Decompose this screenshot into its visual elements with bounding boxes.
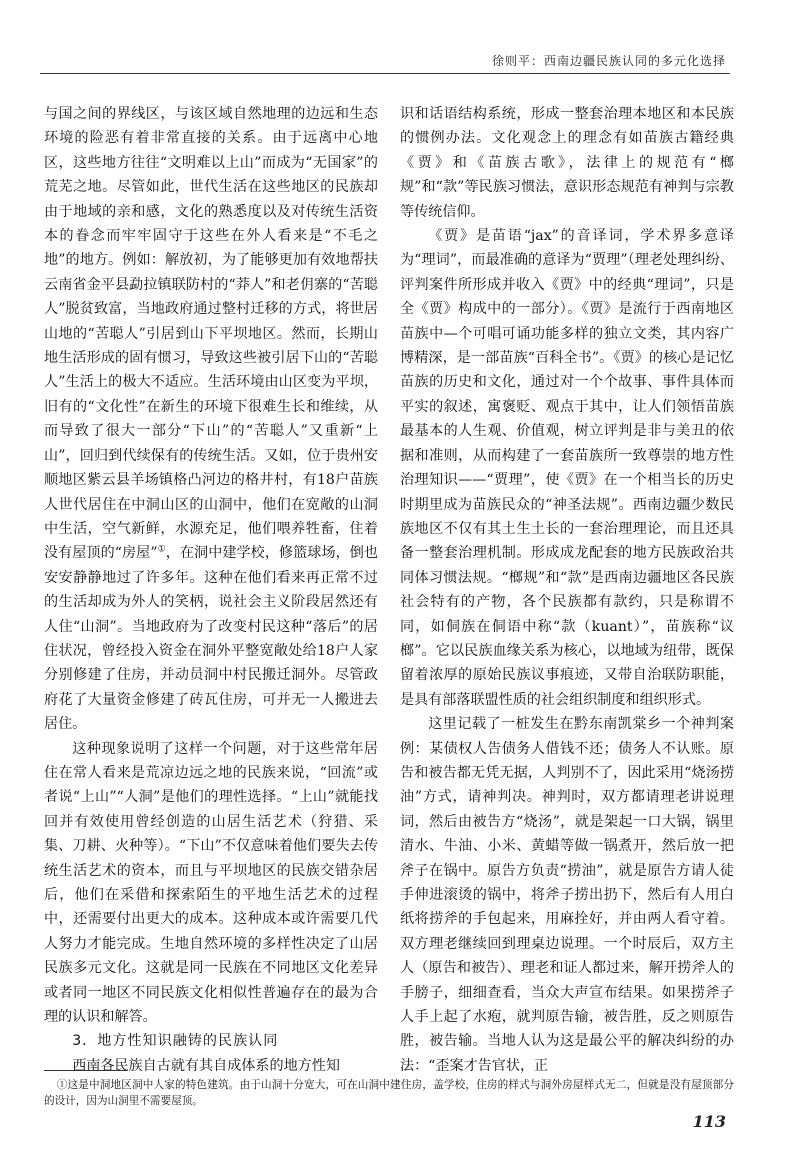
page-number: 113 [692,1112,726,1131]
running-head: 徐则平：西南边疆民族认同的多元化选择 [491,54,726,68]
paragraph-text: ，在洞中建学校，修篮球场，倒也安安静静地过了许多年。这种在他们看来再正常不过的生活却成为外人的笑柄，说社会主义阶段居然还有人住“山洞”。当地政府为了改变村民这种“落后”的居住状况，曾经投入资金在洞外平整宽敞处给18户人家分别修建了住房，并动员洞中村民搬迁洞外。尽管政府花了大量资金修建了砖瓦住房，可并无一人搬进去居住。 [44,545,378,733]
paragraph-text: 与国之间的界线区，与该区域自然地理的边远和生态环境的险恶有着非常直接的关系。由于远离中心地区，这些地方往往“文明难以上山”而成为“无国家”的荒芜之地。尽管如此，世代生活在这些地区的民族却由于地域的亲和感，文化的熟悉度以及对传统生活资本的眷念而牢牢固守于这些在外人看来是“不毛之地”的地方。例如：解放初，为了能够更加有效地帮扶云南省金平县勐拉镇联防村的“莽人”和老仴寨的“苦聪人”脱贫致富，当地政府通过整村迁移的方式，将世居山地的“苦聪人”引居到山下平坝地区。然而，长期山地生活形成的固有惯习，导致这些被引居下山的“苦聪人”生活上的极大不适应。生活环境由山区变为平坝，旧有的“文化性”在新生的环境下很难生长和维续，从而导致了很大一部分“下山”的“苦聪人”又重新“上山”，回归到代续保有的传统生活。又如，位于贵州安顺地区紫云县羊场镇格凸河边的格井村，有18户苗族人世代居住在中洞山区的山洞中，他们在宽敞的山洞中生活，空气新鲜，水源充足，他们喂养牲畜，住着没有屋顶的“房屋” [44,106,378,562]
paragraph: 这里记载了一桩发生在黔东南凯棠乡一个神判案例：某债权人告债务人借钱不还；债务人不认账。原告和被告都无凭无据，人判别不了，因此采用“烧汤捞油”方式，请神判决。神判时，双方都请理老讲说理词，然后由被告方“烧汤”，就是架起一口大锅，锅里清水、牛油、小米、黄蜡等做一锅煮开，然后放一把斧子在锅中。原告方负责“捞油”，就是原告方请人徒手伸进滚烫的锅中，将斧子捞出扔下，然后有人用白纸将捞斧的手包起来，用麻拴好，并由两人看守着。双方理老继续回到理桌边说理。一个时辰后，双方主人（原告和被告）、理老和证人都过来，解开捞斧人的手膀子，细细查看，当众大声宣布结果。如果捞斧子人手上起了水疱，就判原告输，被告胜，反之则原告胜，被告输。当地人认为这是最公平的解决纠纷的办法：“歪案才告官状，正 [400,716,734,1074]
left-column [44,102,378,1078]
header-rule [40,73,730,74]
right-column [400,102,734,1078]
paragraph: 西南各民族自古就有其自成体系的地方性知 [72,1057,340,1074]
paragraph: 《贾》是苗语“jax”的音译词，学术界多意译为“理词”，而最准确的意译为“贾理”（理老处理纠纷、评判案件所形成并收入《贾》中的经典“理词”，只是全《贾》构成中的一部分）。《贾》是流行于西南地区苗族中—个可唱可诵功能多样的独立文类，其内容广博精深，是一部苗族“百科全书”。《贾》的核心是记忆苗族的历史和文化，通过对一个个故事、事件具体而平实的叙述，寓褒贬、观点于其中，让人们领悟苗族最基本的人生观、价值观，树立评判是非与美丑的依据和准则，从而构建了一套苗族所一致尊崇的地方性治理知识——“贾理”，使《贾》在一个相当长的历史时期里成为苗族民众的“神圣法规”。西南边疆少数民族地区不仅有其土生土长的一套治理理论，而且还具备一整套治理机制。形成成龙配套的地方民族政治共同体习惯法规。“榔规”和“款”是西南边疆地区各民族社会特有的产物，各个民族都有款约，只是称谓不同，如侗族在侗语中称“款（kuant）”，苗族称“议榔”。它以民族血缘关系为核心，以地域为纽带，既保留着浓厚的原始民族议事痕迹，又带自治联防职能，是具有部落联盟性质的社会组织制度和组织形式。 [400,228,734,708]
paragraph: 这种现象说明了这样一个问题，对于这些常年居住在常人看来是荒凉边远之地的民族来说，“回流”或者说“上山”“人洞”是他们的理性选择。“上山”就能找回并有效使用曾经创造的山居生活艺术（狩猎、采集、刀耕、火种等）。“下山”不仅意味着他们要失去传统生活艺术的资本，而且与平坝地区的民族交错杂居后，他们在采借和探索陌生的平地生活艺术的过程中，还需要付出更大的成本。这种成本或许需要几代人努力才能完成。生地自然环境的多样性决定了山居民族多元文化。这就是同一民族在不同地区文化差异或者同一地区不同民族文化相似性普遍存在的最为合理的认识和解答。 [44,740,378,1026]
paragraph [44,102,378,737]
section-heading: 3．地方性知识融铸的民族认同 [72,1033,279,1050]
footnote-rule [44,1070,126,1071]
paragraph: 识和话语结构系统，形成一整套治理本地区和本民族的惯例办法。文化观念上的理念有如苗族古籍经典《贾》和《苗族古歌》，法律上的规范有“榔规”和“款”等民族习惯法，意识形态规范有神判与宗教等传统信仰。 [400,106,734,220]
footnote: ①这是中洞地区洞中人家的特色建筑。由于山洞十分宽大，可在山洞中建住房，盖学校，住房的样式与洞外房屋样式无二，但就是没有屋顶部分的设计，因为山洞里不需要屋顶。 [44,1079,734,1107]
footnote-marker[interactable]: ① [157,544,166,555]
